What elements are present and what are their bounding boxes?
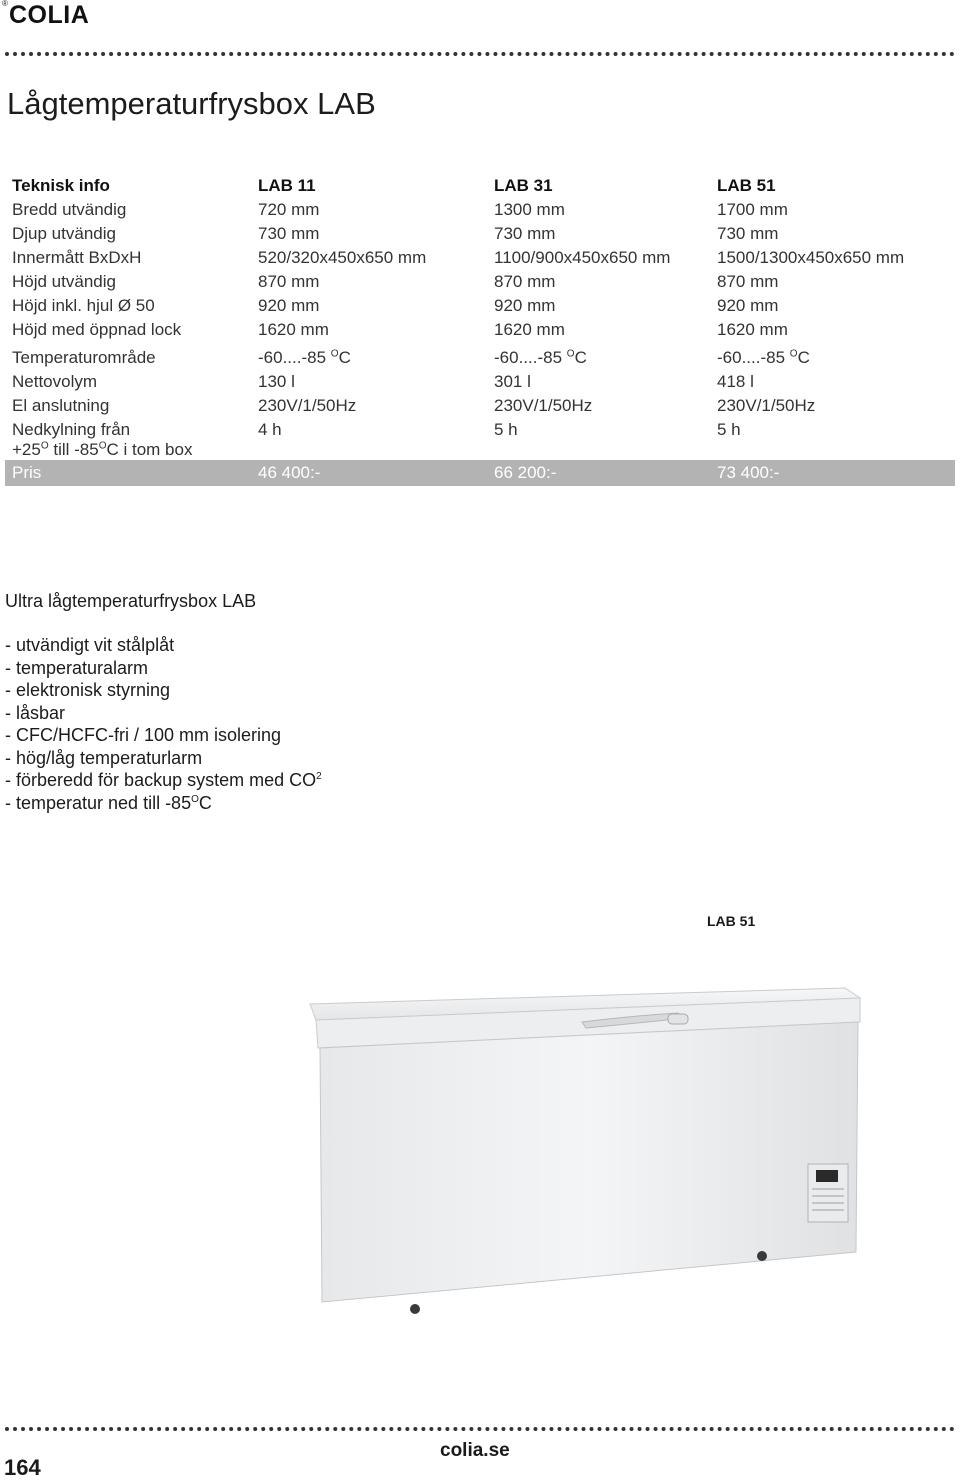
- row-label: Höjd inkl. hjul Ø 50: [12, 296, 155, 315]
- row-label: Temperaturområde: [12, 348, 156, 367]
- cell: 130 l: [258, 372, 295, 391]
- cell: 730 mm: [258, 224, 320, 243]
- cell: 730 mm: [494, 224, 556, 243]
- row-label: El anslutning: [12, 396, 110, 415]
- row-sublabel: $+25^O$ till $-85^OC$ i tom box: [12, 440, 193, 459]
- cell: -60....-85 $^O$C: [258, 348, 351, 367]
- brand-name: COLIA: [9, 1, 90, 29]
- price-label: Pris: [12, 463, 42, 482]
- chest-freezer-image: [300, 964, 870, 1324]
- feature-item: - låsbar: [5, 702, 66, 723]
- row-label: Innermått BxDxH: [12, 248, 142, 267]
- spec-row-djup: [5, 222, 955, 246]
- page-number: 164: [4, 1455, 41, 1480]
- cell: 301 l: [494, 372, 531, 391]
- cell: 5 h: [494, 420, 518, 439]
- spec-row-nedkylning: [5, 418, 955, 458]
- feature-item: - elektronisk styrning: [5, 680, 171, 700]
- feature-item: - temperaturalarm: [5, 657, 149, 678]
- cell: 1100/900x450x650 mm: [494, 248, 671, 267]
- feature-item: - utvändigt vit stålplåt: [5, 635, 175, 655]
- row-label: Djup utvändig: [12, 224, 116, 243]
- cell: 1620 mm: [258, 320, 329, 339]
- page-title: Lågtemperaturfrysbox LAB: [7, 86, 376, 121]
- spec-row-hojd-hjul: [5, 294, 955, 318]
- cell: 1300 mm: [494, 200, 565, 219]
- row-label: Bredd utvändig: [12, 200, 127, 219]
- cell: 730 mm: [717, 224, 779, 243]
- row-label: Nedkylning från: [12, 420, 131, 439]
- spec-row-el: [5, 394, 955, 418]
- cell: 870 mm: [258, 272, 320, 291]
- row-label: Höjd utvändig: [12, 272, 116, 291]
- spec-table-header: [5, 174, 955, 198]
- cell: -60....-85 $^O$C: [494, 348, 587, 367]
- cell: 1500/1300x450x650 mm: [717, 248, 905, 267]
- cell: 5 h: [717, 420, 741, 439]
- spec-row-hojd-lock: [5, 318, 955, 342]
- cell: 870 mm: [717, 272, 779, 291]
- price-lab11: 46 400:-: [258, 463, 321, 482]
- bottom-dotted-divider: [5, 1427, 955, 1431]
- spec-row-innermatt: [5, 246, 955, 270]
- spec-row-nettovolym: [5, 370, 955, 394]
- cell: 1700 mm: [717, 200, 788, 219]
- spec-row-temperatur: [5, 346, 955, 370]
- image-caption: LAB 51: [707, 913, 756, 929]
- spec-row-hojd: [5, 270, 955, 294]
- header-lab31: LAB 31: [494, 176, 553, 195]
- spec-row-bredd: [5, 198, 955, 222]
- header-lab11: LAB 11: [258, 176, 316, 195]
- feature-item: - förberedd för backup system med $CO^2$: [5, 770, 322, 790]
- cell: 920 mm: [258, 296, 320, 315]
- row-label: Höjd med öppnad lock: [12, 320, 182, 339]
- website-link[interactable]: colia.se: [440, 1440, 510, 1461]
- header-lab51: LAB 51: [717, 176, 776, 195]
- feature-list: [5, 634, 605, 814]
- cell: 870 mm: [494, 272, 556, 291]
- feature-item: - hög/låg temperaturlarm: [5, 747, 203, 768]
- price-row: [5, 460, 955, 486]
- cell: 4 h: [258, 420, 282, 439]
- row-label: Nettovolym: [12, 372, 98, 391]
- cell: 1620 mm: [717, 320, 788, 339]
- cell: 1620 mm: [494, 320, 565, 339]
- product-description: [5, 588, 605, 814]
- cell: 418 l: [717, 372, 754, 391]
- price-lab31: 66 200:-: [494, 463, 557, 482]
- description-subtitle: Ultra lågtemperaturfrysbox LAB: [5, 591, 257, 611]
- top-dotted-divider: [5, 52, 955, 56]
- cell: -60....-85 $^O$C: [717, 348, 810, 367]
- feature-item: - temperatur ned till $-85^OC$: [5, 792, 212, 813]
- cell: 230V/1/50Hz: [717, 396, 816, 415]
- cell: 230V/1/50Hz: [258, 396, 357, 415]
- cell: 520/320x450x650 mm: [258, 248, 427, 267]
- cell: 720 mm: [258, 200, 320, 219]
- header-label: Teknisk info: [12, 176, 110, 195]
- cell: 230V/1/50Hz: [494, 396, 593, 415]
- price-lab51: 73 400:-: [717, 463, 780, 482]
- spec-table: [5, 174, 955, 486]
- registered-mark: ®: [2, 0, 8, 8]
- cell: 920 mm: [494, 296, 556, 315]
- cell: 920 mm: [717, 296, 779, 315]
- feature-item: - CFC/HCFC-fri / 100 mm isolering: [5, 725, 282, 745]
